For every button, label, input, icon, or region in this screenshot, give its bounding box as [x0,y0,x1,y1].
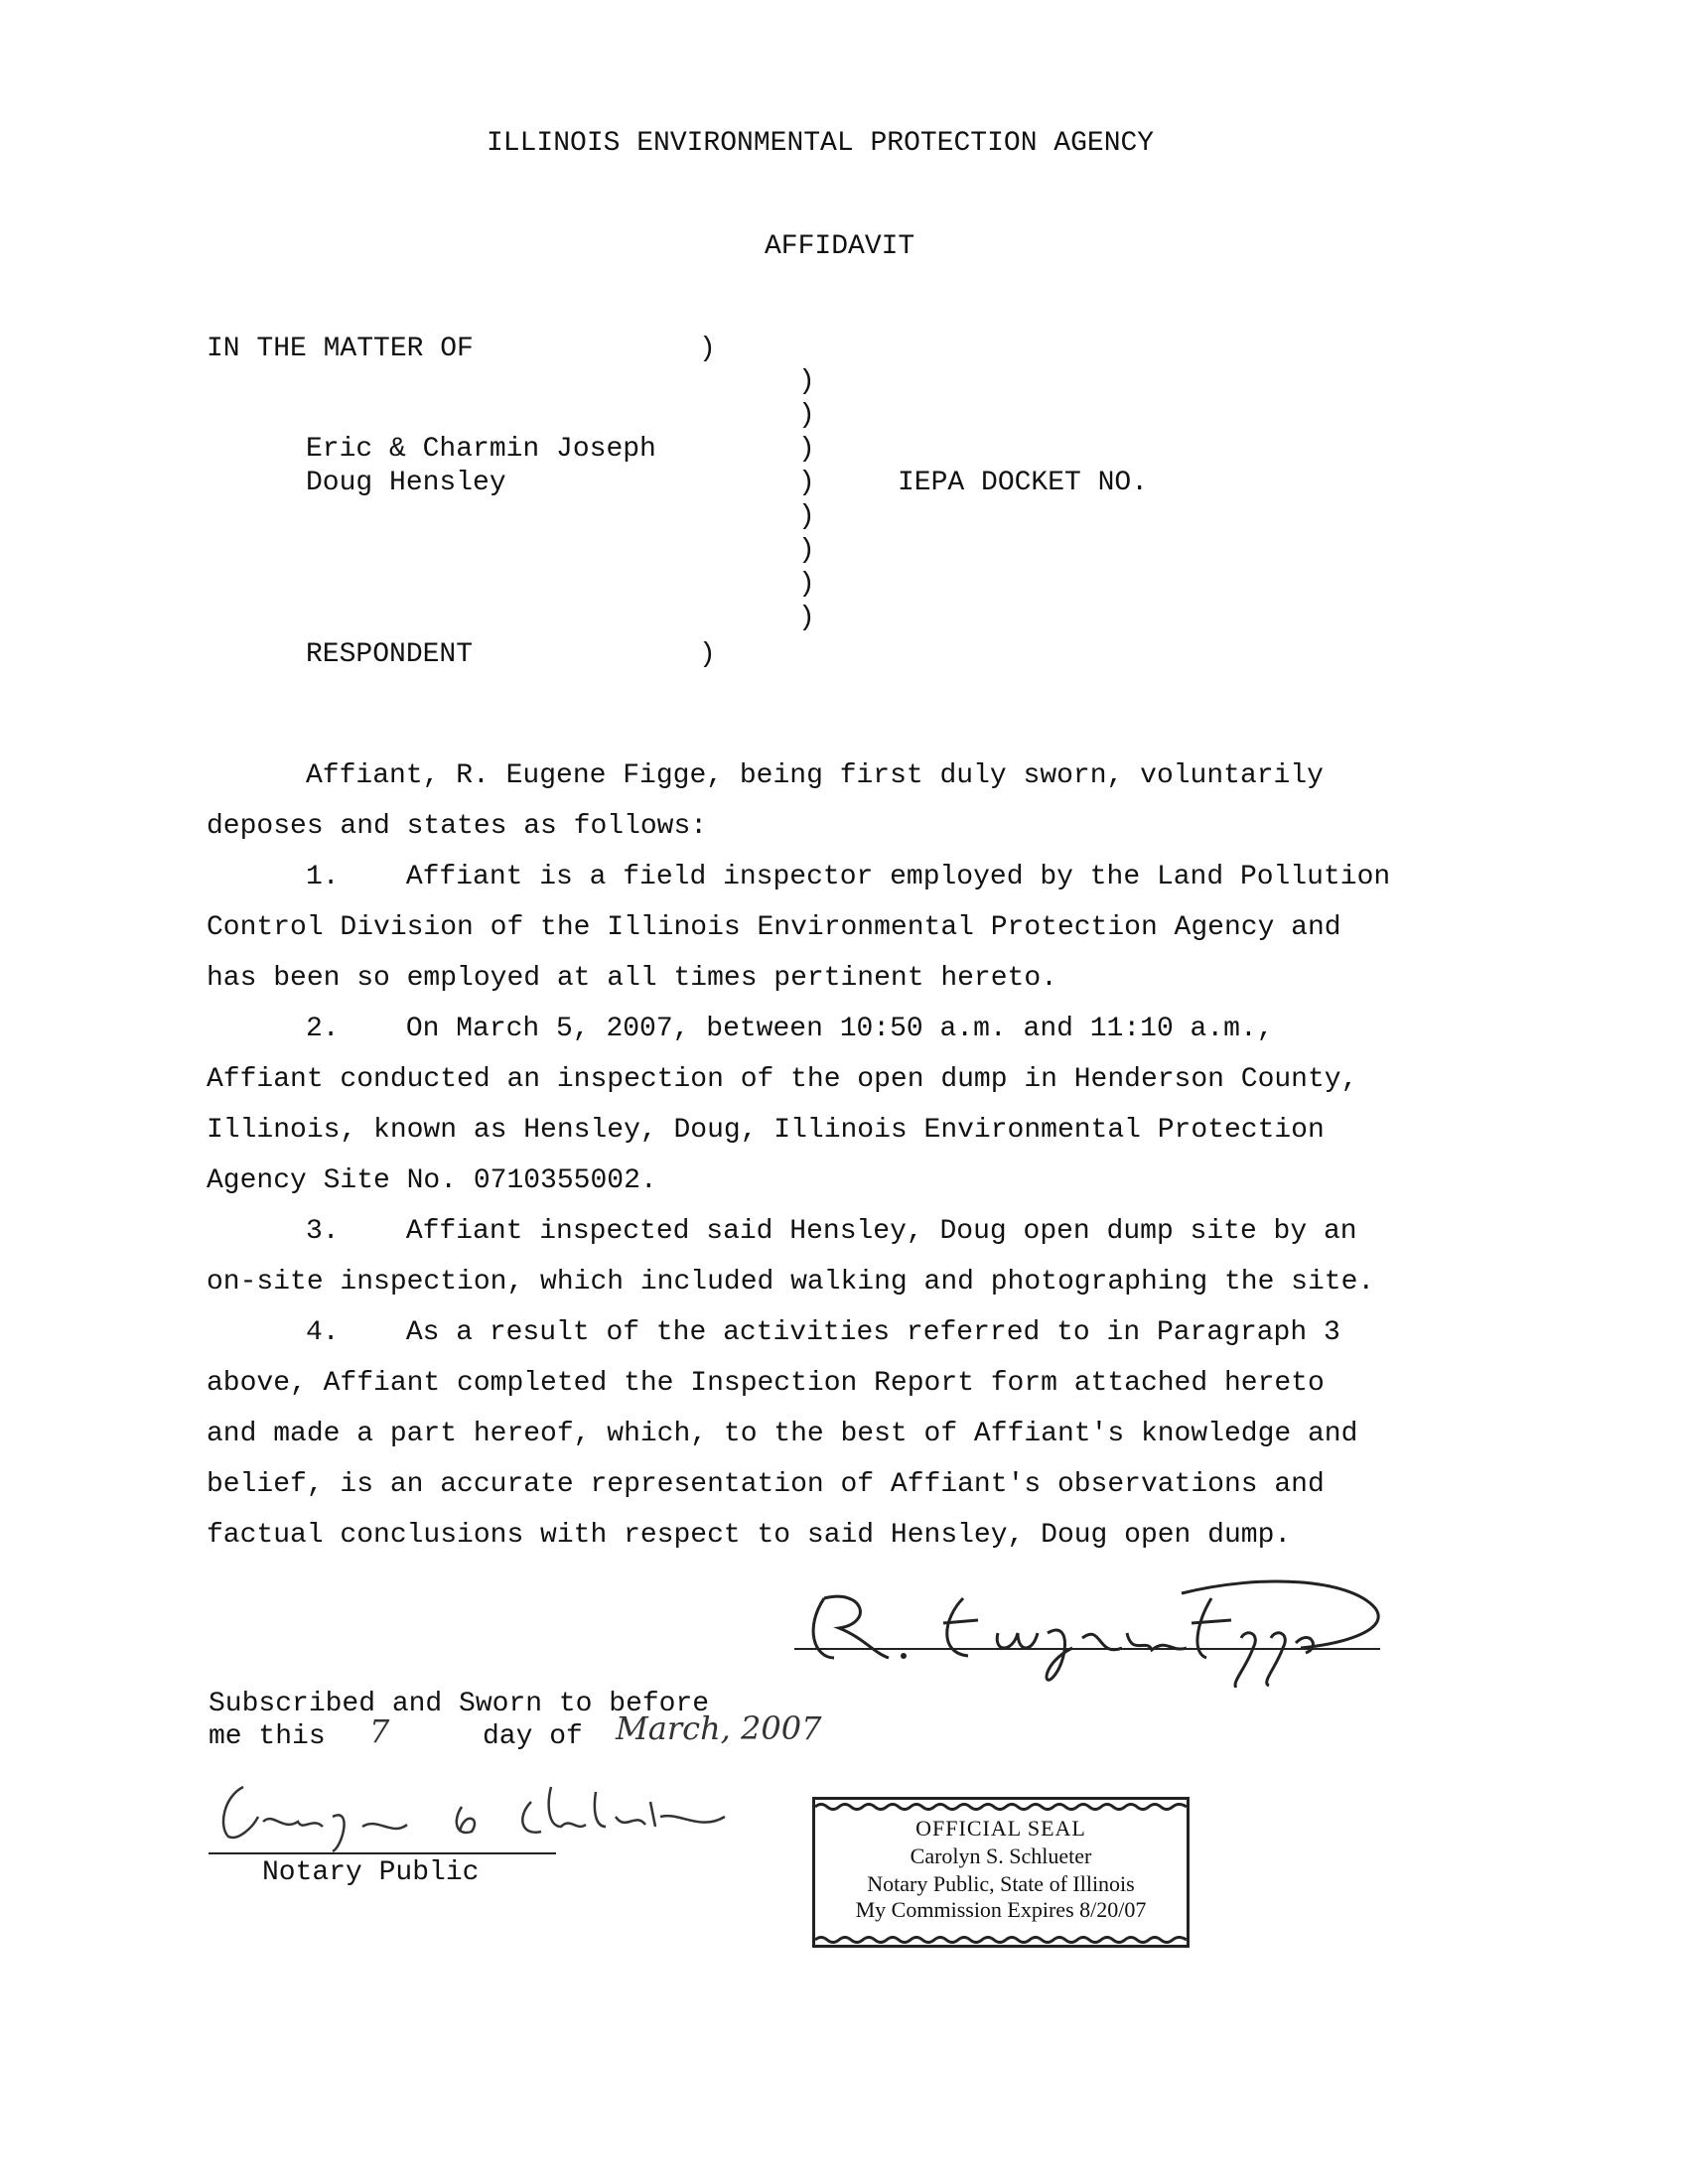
me-this-label: me this [209,1721,326,1752]
caption-paren: ) [699,639,716,670]
party-name-1: Eric & Charmin Joseph [306,434,656,465]
document-type: AFFIDAVIT [765,231,915,262]
paragraph-4-line: belief, is an accurate representation of Affiant's observations and [207,1469,1325,1500]
respondent-label: RESPONDENT [306,639,474,670]
official-seal-stamp [812,1797,1190,1948]
day-of-label: day of [483,1721,583,1752]
month-year-value: March, 2007 [616,1709,822,1747]
caption-paren: ) [798,501,815,532]
paragraph-1-line: Control Division of the Illinois Environmental Protection Agency and [207,912,1341,943]
caption-paren: ) [798,468,815,498]
paragraph-4-line: factual conclusions with respect to said Hensley, Doug open dump. [207,1520,1292,1551]
agency-title: ILLINOIS ENVIRONMENTAL PROTECTION AGENCY [487,128,1155,159]
caption-paren: ) [798,434,815,465]
affiant-signature-line [794,1648,1380,1650]
caption-paren: ) [798,603,815,633]
paragraph-3-line: 3. Affiant inspected said Hensley, Doug open dump site by an [306,1216,1357,1247]
seal-title: OFFICIAL SEAL [915,1816,1086,1841]
paragraph-3-line: on-site inspection, which included walking and photographing the site. [207,1267,1375,1297]
caption-paren: ) [798,400,815,431]
party-name-2: Doug Hensley [306,468,506,498]
subscribed-sworn-text: Subscribed and Sworn to before [209,1689,710,1719]
affiant-signature [794,1569,1390,1688]
caption-paren: ) [798,569,815,600]
paragraph-2-line: Agency Site No. 0710355002. [207,1165,657,1196]
seal-border-top [815,1802,1187,1812]
paragraph-2-line: 2. On March 5, 2007, between 10:50 a.m. and 11:10 a.m., [306,1014,1274,1044]
caption-paren: ) [798,535,815,566]
notary-public-label: Notary Public [262,1857,480,1888]
paragraph-4-line: 4. As a result of the activities referred to in Paragraph 3 [306,1317,1340,1348]
caption-paren: ) [798,366,815,397]
intro-line: deposes and states as follows: [207,811,708,842]
seal-border-bottom [815,1935,1187,1945]
notary-signature-line [209,1852,556,1854]
paragraph-1-line: 1. Affiant is a field inspector employed by the Land Pollution [306,862,1391,892]
seal-commission-expiry: My Commission Expires 8/20/07 [855,1897,1147,1922]
in-the-matter-of: IN THE MATTER OF [207,334,474,364]
notary-signature [204,1777,740,1856]
paragraph-2-line: Illinois, known as Hensley, Doug, Illinois Environmental Protection [207,1115,1325,1146]
paragraph-4-line: and made a part hereof, which, to the best of Affiant's knowledge and [207,1419,1358,1449]
paragraph-4-line: above, Affiant completed the Inspection Report form attached hereto [207,1368,1325,1399]
intro-line: Affiant, R. Eugene Figge, being first duly sworn, voluntarily [306,760,1324,791]
paragraph-2-line: Affiant conducted an inspection of the open dump in Henderson County, [207,1064,1358,1095]
day-value: 7 [369,1712,390,1750]
docket-label: IEPA DOCKET NO. [898,468,1149,498]
caption-paren: ) [699,334,716,364]
seal-jurisdiction: Notary Public, State of Illinois [867,1871,1135,1896]
seal-notary-name: Carolyn S. Schlueter [910,1843,1092,1868]
paragraph-1-line: has been so employed at all times pertinent hereto. [207,963,1057,994]
